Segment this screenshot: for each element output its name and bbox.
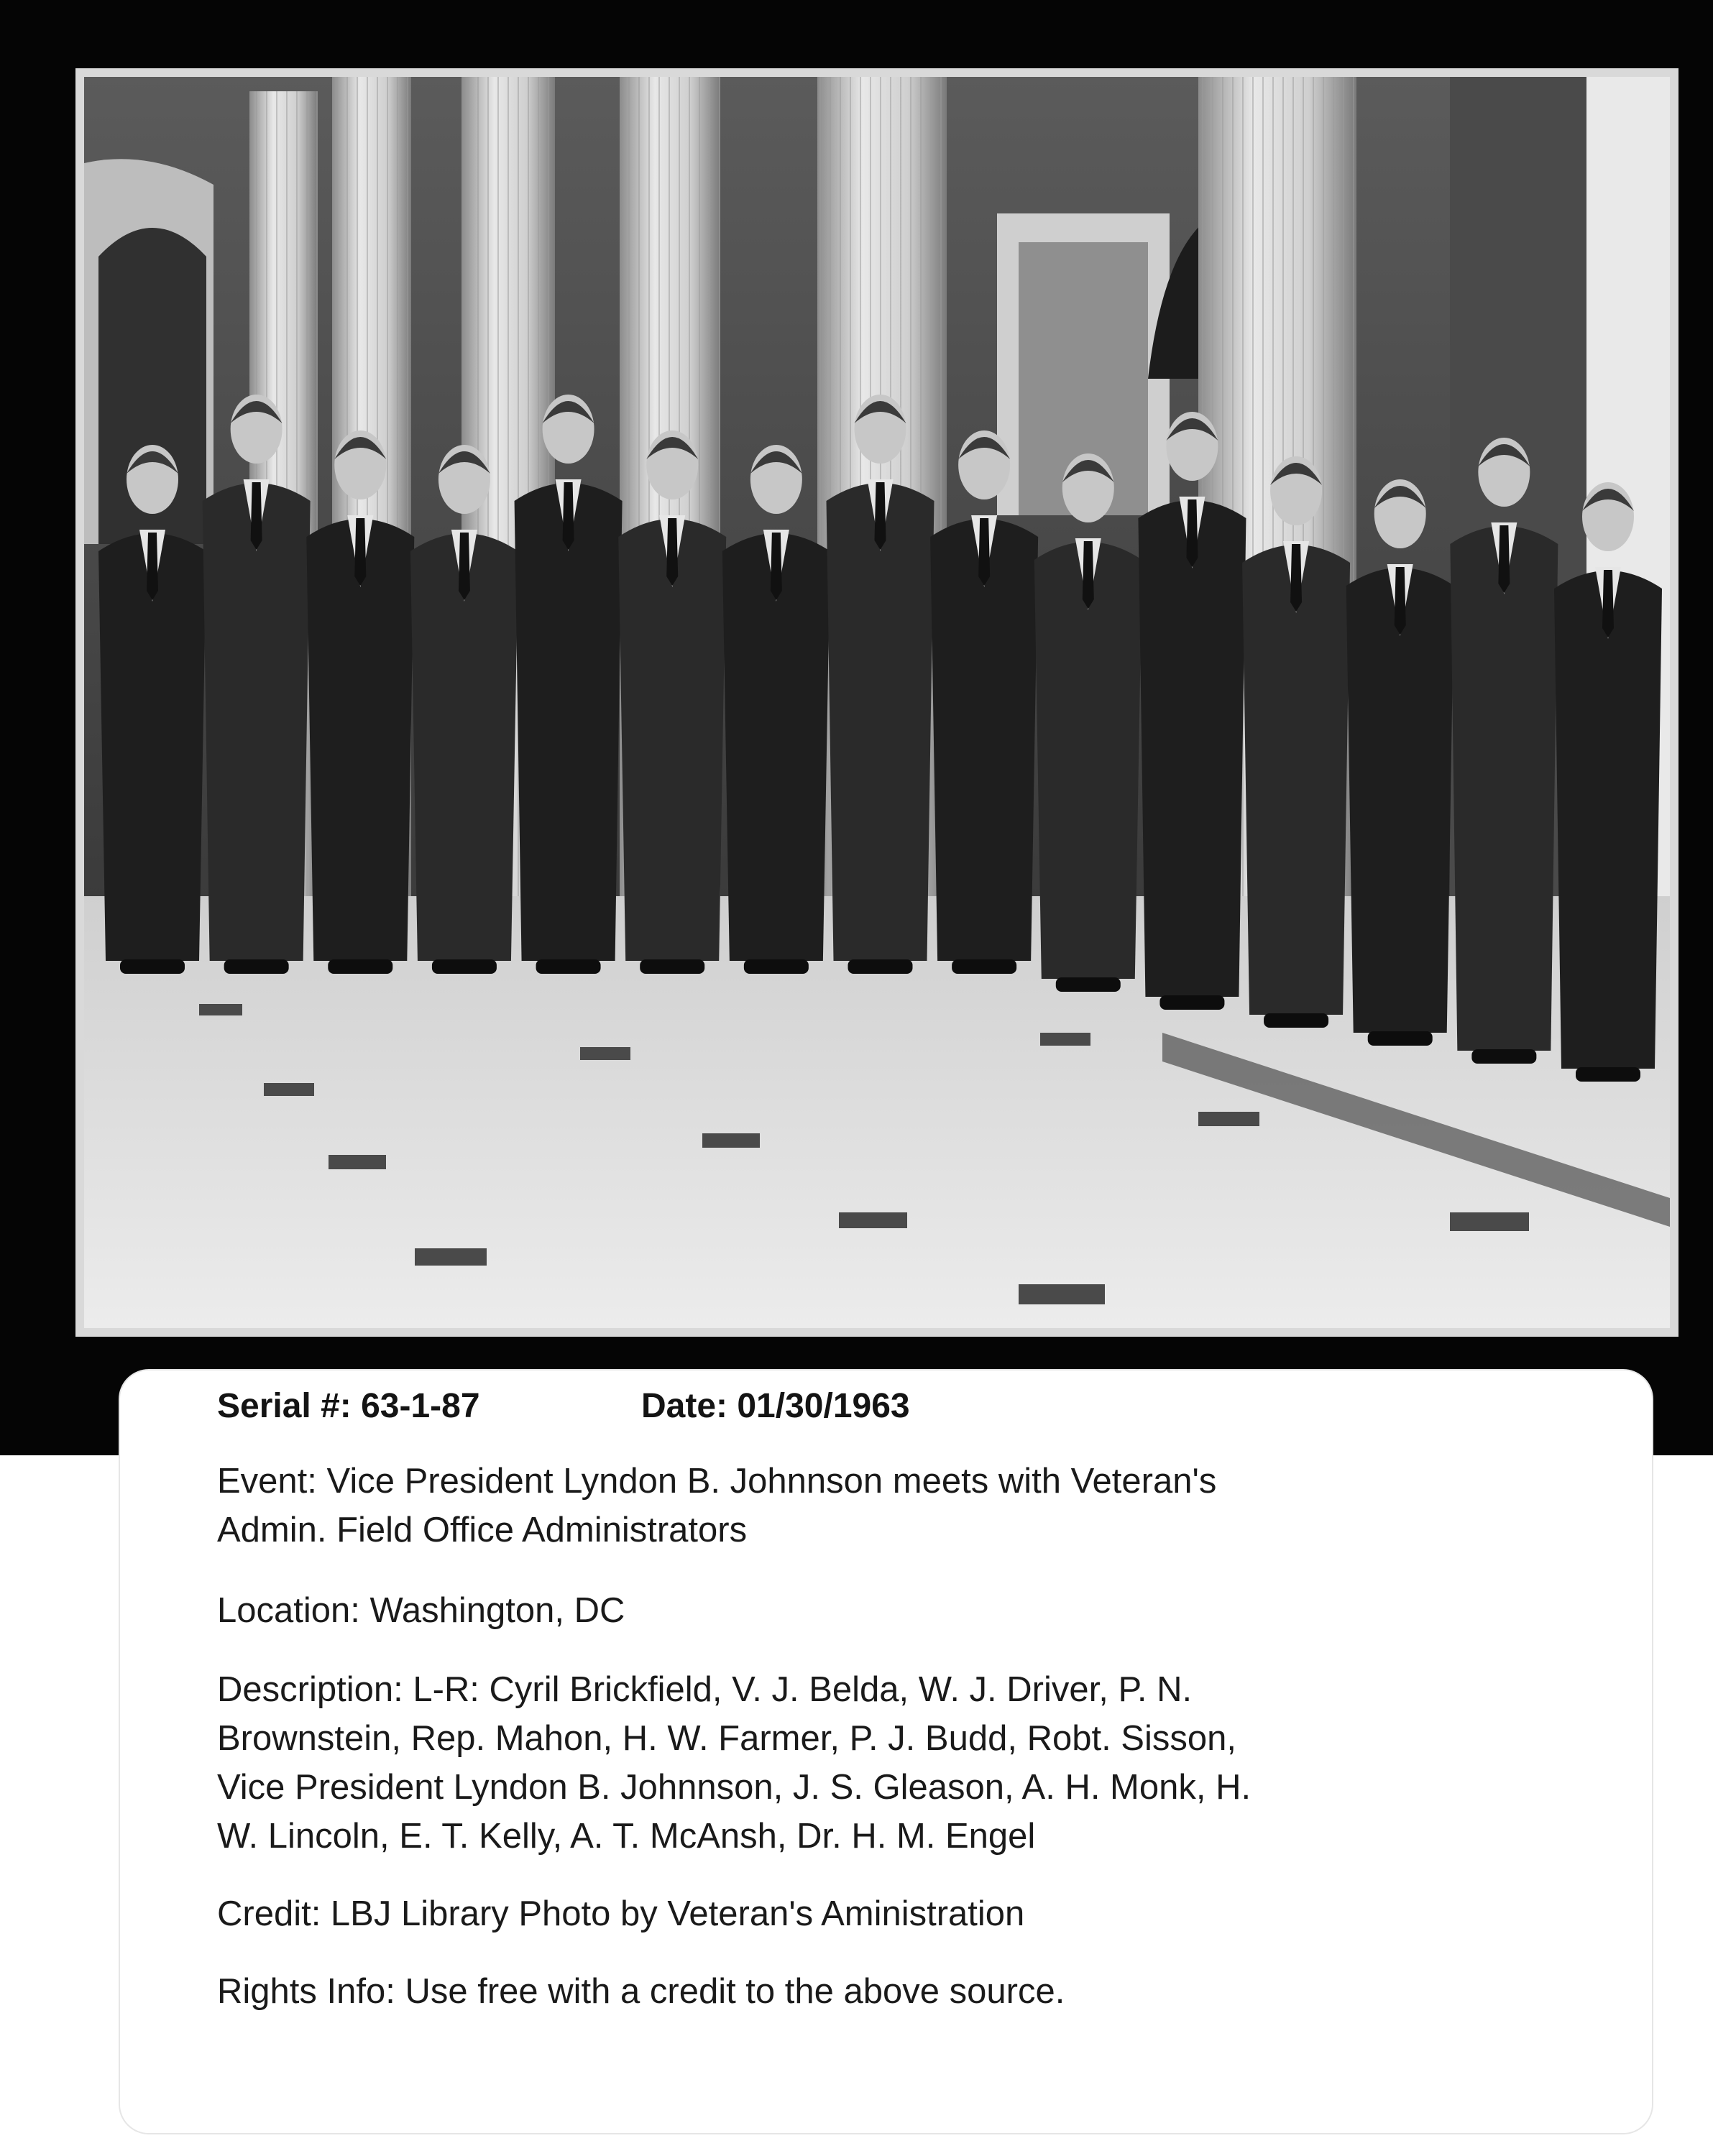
caption-card	[119, 1369, 1653, 2134]
photo-illustration	[84, 77, 1670, 1328]
photo-frame	[75, 68, 1678, 1337]
description-line-4: W. Lincoln, E. T. Kelly, A. T. McAnsh, Dr. H. M. Engel	[217, 1817, 1036, 1856]
group-photograph	[84, 77, 1670, 1328]
description-line-2: Brownstein, Rep. Mahon, H. W. Farmer, P. J. Budd, Robt. Sisson,	[217, 1719, 1236, 1758]
location: Location: Washington, DC	[217, 1591, 625, 1630]
event-line-2: Admin. Field Office Administrators	[217, 1511, 748, 1549]
description-line-1: Description: L-R: Cyril Brickfield, V. J. Belda, W. J. Driver, P. N.	[217, 1670, 1193, 1709]
event-line-1: Event: Vice President Lyndon B. Johnnson meets with Veteran's	[217, 1462, 1217, 1501]
serial-number: Serial #: 63-1-87	[217, 1387, 480, 1425]
rights-info: Rights Info: Use free with a credit to the above source.	[217, 1972, 1065, 2011]
date: Date: 01/30/1963	[641, 1387, 910, 1425]
description-line-3: Vice President Lyndon B. Johnnson, J. S. Gleason, A. H. Monk, H.	[217, 1768, 1252, 1807]
credit: Credit: LBJ Library Photo by Veteran's Aministration	[217, 1894, 1025, 1933]
